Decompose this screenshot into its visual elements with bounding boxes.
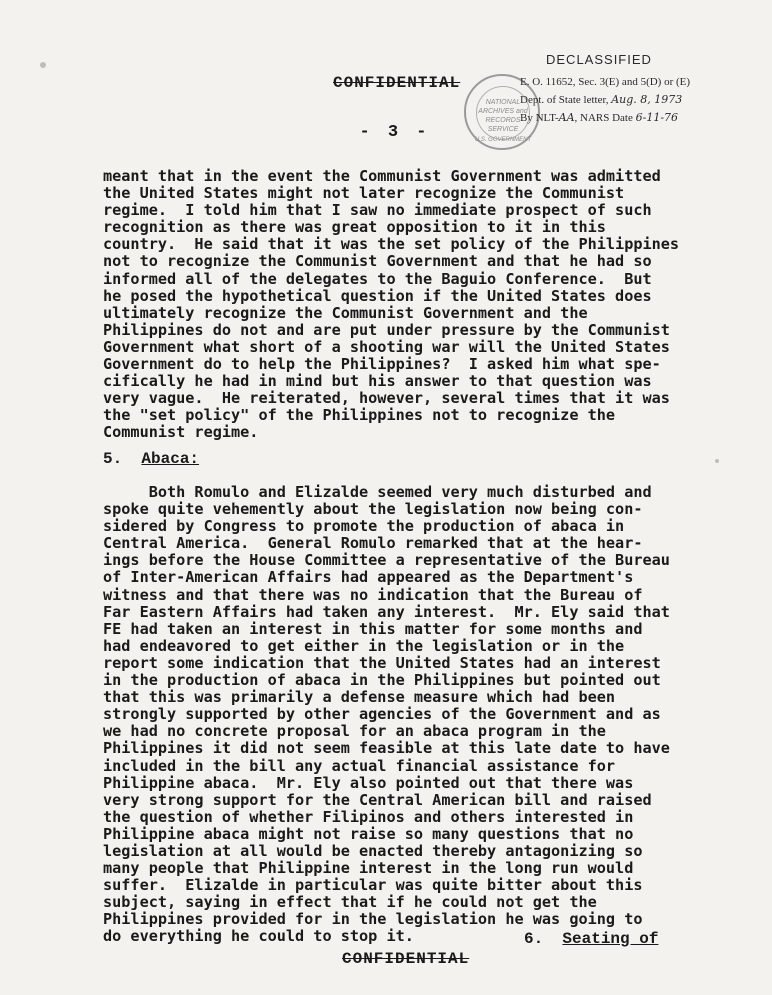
declass-authority: E. O. 11652, Sec. 3(E) and 5(D) or (E) <box>520 76 691 88</box>
declassification-stamp <box>520 52 770 127</box>
paper-blemish <box>40 62 46 68</box>
seal-text: NATIONAL ARCHIVES and RECORDS SERVICE U.S. GOVERNMENT <box>474 99 532 143</box>
body-paragraph-2: Both Romulo and Elizalde seemed very much disturbed and spoke quite vehemently about the legislation now being con- sidered by Congress to promote the production of abaca in Central America. General Romulo remarked that at the hear- ings before the House Committee a representative of the Bureau of Inter-American Affairs had appeared as the Department's witness and that there was no indication that the Bureau of Far Eastern Affairs had taken any interest. Mr. Ely said that FE had taken an interest in this matter for some months and had endeavored to get either in the legislation or in the report some indication that the United States had an interest in the production of abaca in the Philippines but pointed out that this was primarily a defense measure which had been strongly supported by other agencies of the Government and as we had no concrete proposal for an abaca program in the Philippines it did not seem feasible at this late date to have included in the bill any actual financial assistance for Philippine abaca. Mr. Ely also pointed out that there was very strong support for the Central American bill and raised the question of whether Filipinos and others interested in Philippine abaca might not raise so many questions that no legislation at all would be enacted thereby antagonizing so many people that Philippine interest in the long run would suffer. Elizalde in particular was quite bitter about this subject, saying in effect that if he could not get the Philippines provided for in the legislation he was going to do everything he could to stop it. <box>103 483 670 946</box>
classification-stamp-bottom: CONFIDENTIAL <box>342 950 470 968</box>
next-section-number: 6. <box>524 930 544 948</box>
page-number: - 3 - <box>359 123 431 142</box>
section-number: 5. <box>103 450 123 468</box>
declass-by-line: By NLT-AA, NARS Date 6-11-76 <box>520 111 679 124</box>
section-title: Abaca: <box>141 450 200 468</box>
section-heading-abaca <box>103 450 199 468</box>
declassified-title: DECLASSIFIED <box>546 52 652 67</box>
paper-blemish <box>715 459 719 463</box>
next-section-title: Seating of <box>562 930 659 948</box>
body-paragraph-1: meant that in the event the Communist Government was admitted the United States might not later recognize the Communist regime. I told him that I saw no immediate prospect of such recognition as there was great opposition to it in this country. He said that it was the set policy of the Philippines not to recognize the Communist Government and that he had so informed all of the delegates to the Baguio Conference. But he posed the hypothetical question if the United States does ultimately recognize the Communist Government and the Philippines do not and are put under pressure by the Communist Government what short of a shooting war will the United States Government do to help the Philippines? I asked him what spe- cifically he had in mind but his answer to that question was very vague. He reiterated, however, several times that it was the "set policy" of the Philippines not to recognize the Communist regime. <box>103 167 680 442</box>
classification-stamp-top: CONFIDENTIAL <box>333 74 461 92</box>
declass-dept-letter: Dept. of State letter, Aug. 8, 1973 <box>520 93 683 106</box>
continuation-heading <box>524 930 658 948</box>
